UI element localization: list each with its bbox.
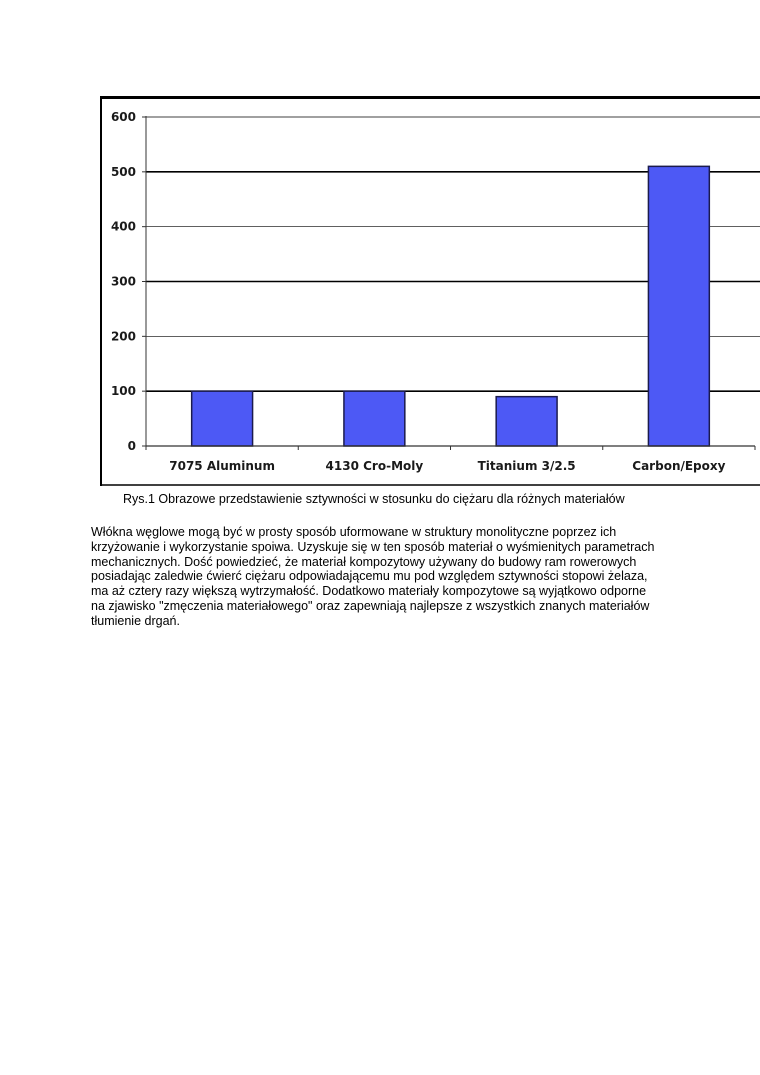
- paragraph-line: na zjawisko "zmęczenia materiałowego" oraz zapewniają najlepsze z wszystkich znanych materiałów: [91, 598, 650, 613]
- figure-caption: Rys.1 Obrazowe przedstawienie sztywności w stosunku do ciężaru dla różnych materiałów: [123, 492, 625, 506]
- x-category-label: 7075 Aluminum: [169, 459, 275, 473]
- body-paragraph: [91, 525, 691, 629]
- y-tick-label: 0: [127, 439, 136, 453]
- y-tick-label: 200: [110, 329, 136, 344]
- bar: [648, 166, 709, 446]
- paragraph-line: tłumienie drgań.: [91, 613, 180, 628]
- x-category-label: 4130 Cro-Moly: [325, 459, 424, 473]
- y-tick-label: 500: [110, 164, 136, 179]
- y-tick-label: 300: [110, 274, 136, 289]
- x-category-label: Carbon/Epoxy: [632, 459, 726, 473]
- bar: [344, 391, 405, 446]
- paragraph-line: ma aż cztery razy większą wytrzymałość. Dodatkowo materiały kompozytowe są wyjątkowo odporne: [91, 584, 647, 599]
- bars: [192, 166, 710, 446]
- y-tick-label: 100: [110, 384, 136, 399]
- y-tick-label: 400: [110, 219, 136, 234]
- x-category-label: Titanium 3/2.5: [477, 459, 576, 473]
- paragraph-line: krzyżowanie i wykorzystanie spoiwa. Uzyskuje się w ten sposób materiał o wyśmienitych parametrach: [91, 539, 655, 554]
- paragraph-line: posiadając zaledwie ćwierć ciężaru odpowiadającemu mu pod względem sztywności stopowi żelaza,: [91, 569, 648, 584]
- paragraph-line: mechanicznych. Dość powiedzieć, że materiał kompozytowy używany do budowy ram rowerowych: [91, 554, 637, 569]
- paragraph-line: Włókna węglowe mogą być w prosty sposób uformowane w struktury monolityczne poprzez ich: [91, 525, 617, 539]
- y-tick-label: 600: [110, 110, 136, 124]
- bar-chart-svg: [100, 96, 760, 486]
- bar-chart: [100, 96, 760, 486]
- bar: [496, 397, 557, 446]
- bar: [192, 391, 253, 446]
